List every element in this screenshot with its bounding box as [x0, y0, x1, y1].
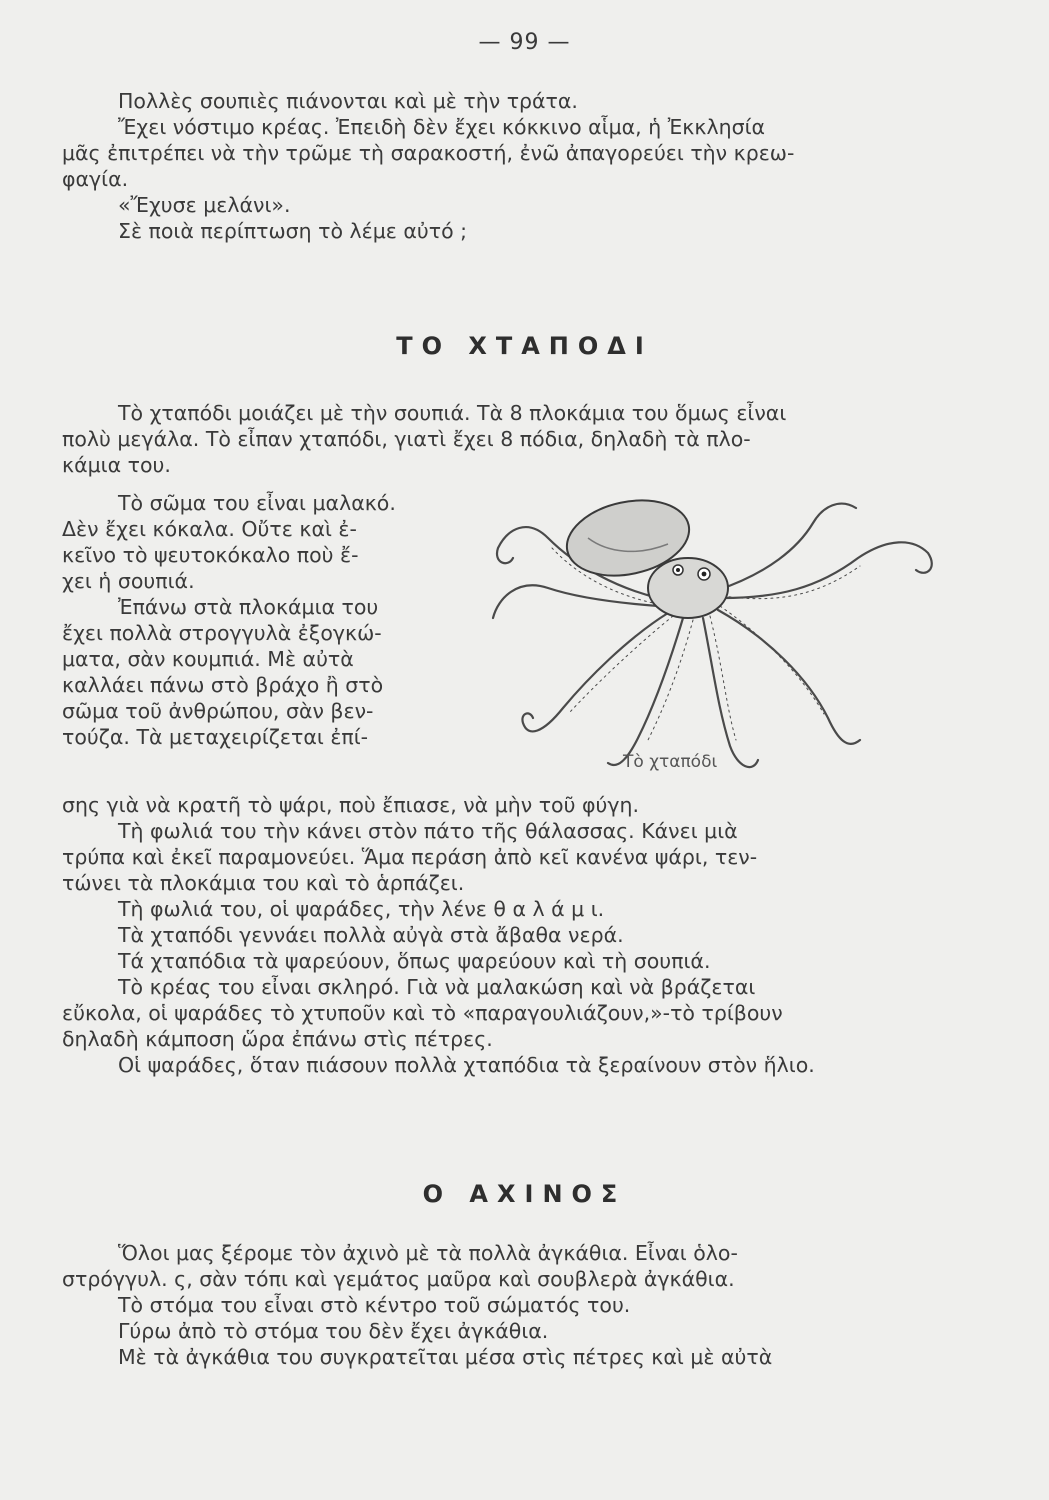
- text-line: ἔχει πολλὰ στρογγυλὰ ἐξογκώ-: [62, 621, 382, 645]
- octopus-side-text: [62, 490, 442, 750]
- text-line: σῶμα τοῦ ἀνθρώπου, σὰν βεν-: [62, 699, 374, 723]
- text-line: καλλάει πάνω στὸ βράχο ἢ στὸ: [62, 673, 384, 697]
- urchin-text: [62, 1240, 932, 1370]
- heading-octopus: ΤΟ ΧΤΑΠΟΔΙ: [396, 332, 653, 360]
- text-line: κάμια του.: [62, 453, 171, 477]
- text-line: Μὲ τὰ ἀγκάθια του συγκρατεῖται μέσα στὶς πέτρες καὶ μὲ αὐτὰ: [118, 1345, 773, 1369]
- text-line: χει ἡ σουπιά.: [62, 569, 195, 593]
- text-line: δηλαδὴ κάμποση ὥρα ἐπάνω στὶς πέτρες.: [62, 1027, 493, 1051]
- text-line: Τὸ χταπόδι μοιάζει μὲ τὴν σουπιά. Τὰ 8 πλοκάμια του ὅμως εἶναι: [118, 401, 787, 425]
- text-line: φαγία.: [62, 167, 129, 191]
- text-line: Πολλὲς σουπιὲς πιάνονται καὶ μὲ τὴν τράτα.: [118, 89, 578, 113]
- text-line: εὔκολα, οἱ ψαράδες τὸ χτυποῦν καὶ τὸ «παραγουλιάζουν,»-τὸ τρίβουν: [62, 1001, 783, 1025]
- text-line: ματα, σὰν κουμπιά. Μὲ αὐτὰ: [62, 647, 354, 671]
- octopus-icon: [468, 478, 968, 788]
- text-line: Ἐπάνω στὰ πλοκάμια του: [118, 595, 379, 619]
- text-line: Τά χταπόδια τὰ ψαρεύουν, ὅπως ψαρεύουν καὶ τὴ σουπιά.: [118, 949, 711, 973]
- text-line: «Ἔχυσε μελάνι».: [118, 193, 291, 217]
- text-line: Τὸ κρέας του εἶναι σκληρό. Γιὰ νὰ μαλακώση καὶ νὰ βράζεται: [118, 975, 756, 999]
- text-line: μᾶς ἐπιτρέπει νὰ τὴν τρῶμε τὴ σαρακοστή, ἐνῶ ἀπαγορεύει τὴν κρεω-: [62, 141, 795, 165]
- text-line: Ὅλοι μας ξέρομε τὸν ἀχινὸ μὲ τὰ πολλὰ ἀγκάθια. Εἶναι ὁλο-: [118, 1241, 738, 1265]
- text-line: Τὰ χταπόδι γεννάει πολλὰ αὐγὰ στὰ ἄβαθα νερά.: [118, 923, 624, 947]
- figure-caption: Τὸ χταπόδι: [623, 752, 718, 772]
- page-number: — 99 —: [478, 30, 571, 55]
- text-line: τρύπα καὶ ἐκεῖ παραμονεύει. Ἅμα περάση ἀπὸ κεῖ κανένα ψάρι, τεν-: [62, 845, 758, 869]
- cuttlefish-text: [62, 88, 932, 244]
- text-line: στρόγγυλ. ς, σὰν τόπι καὶ γεμάτος μαῦρα καὶ σουβλερὰ ἀγκάθια.: [62, 1267, 735, 1291]
- octopus-main-text: [62, 792, 932, 1078]
- text-line: τώνει τὰ πλοκάμια του καὶ τὸ ἁρπάζει.: [62, 871, 465, 895]
- octopus-intro: [62, 400, 932, 478]
- octopus-illustration: [468, 478, 968, 788]
- text-line: Ἔχει νόστιμο κρέας. Ἐπειδὴ δὲν ἔχει κόκκινο αἷμα, ἡ Ἐκκλησία: [118, 115, 766, 139]
- text-line: σης γιὰ νὰ κρατῆ τὸ ψάρι, ποὺ ἔπιασε, νὰ μὴν τοῦ φύγη.: [62, 793, 640, 817]
- heading-urchin: Ο ΑΧΙΝΟΣ: [422, 1180, 627, 1208]
- text-line: Τὸ στόμα του εἶναι στὸ κέντρο τοῦ σώματός του.: [118, 1293, 631, 1317]
- text-line: πολὺ μεγάλα. Τὸ εἶπαν χταπόδι, γιατὶ ἔχει 8 πόδια, δηλαδὴ τὰ πλο-: [62, 427, 751, 451]
- text-line: κεῖνο τὸ ψευτοκόκαλο ποὺ ἔ-: [62, 543, 359, 567]
- text-line: Δὲν ἔχει κόκαλα. Οὔτε καὶ ἐ-: [62, 517, 357, 541]
- text-line: Τὴ φωλιά του τὴν κάνει στὸν πάτο τῆς θάλασσας. Κάνει μιὰ: [118, 819, 738, 843]
- text-line: Τὴ φωλιά του, οἱ ψαράδες, τὴν λένε θ α λ ά μ ι.: [118, 897, 605, 921]
- text-line: Τὸ σῶμα του εἶναι μαλακό.: [118, 491, 396, 515]
- text-line: τούζα. Τὰ μεταχειρίζεται ἐπί-: [62, 725, 369, 749]
- text-line: Σὲ ποιὰ περίπτωση τὸ λέμε αὐτό ;: [118, 219, 468, 243]
- text-line: Οἱ ψαράδες, ὅταν πιάσουν πολλὰ χταπόδια τὰ ξεραίνουν στὸν ἥλιο.: [118, 1053, 815, 1077]
- text-line: Γύρω ἀπὸ τὸ στόμα του δὲν ἔχει ἀγκάθια.: [118, 1319, 549, 1343]
